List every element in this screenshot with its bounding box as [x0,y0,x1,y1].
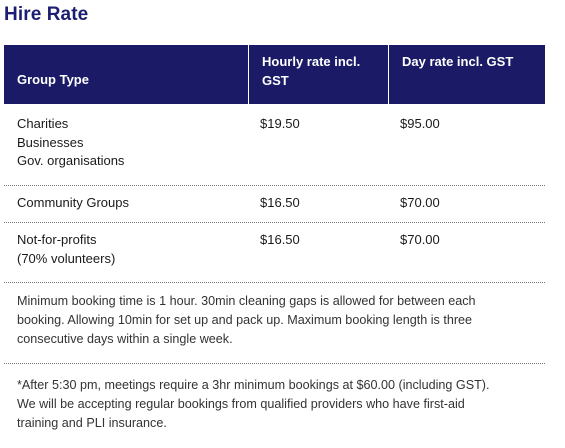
header-day-rate: Day rate incl. GST [388,45,545,104]
header-group-type: Group Type [17,72,89,87]
after-hours-note [4,364,545,447]
table-header-row [4,45,545,104]
group-type-line: Businesses [17,134,84,150]
header-hourly-line2: GST [262,73,289,88]
note-line: Minimum booking time is 1 hour. 30min cleaning gaps is allowed for between each [17,294,476,308]
group-type-line: Charities [17,116,69,131]
booking-note [4,283,545,364]
page-title: Hire Rate [4,4,89,25]
group-type-line: (70% volunteers) [17,250,116,266]
hourly-rate-cell: $16.50 [260,195,300,210]
group-type-line: Gov. organisations [17,153,125,168]
table-row [4,186,545,223]
note-line: training and PLI insurance. [17,416,167,430]
header-hourly-line1: Hourly rate incl. [262,54,361,69]
group-type-cell [4,115,248,185]
note-line: We will be accepting regular bookings from qualified providers who have first-aid [17,397,465,411]
table-row [4,223,545,283]
header-hourly-rate [248,45,388,104]
day-rate-cell: $95.00 [400,116,440,131]
group-type-line: Community Groups [17,195,129,210]
note-line: consecutive days within a single week. [17,332,233,346]
hourly-rate-cell: $19.50 [260,116,300,131]
day-rate-cell: $70.00 [400,195,440,210]
note-line: booking. Allowing 10min for set up and pack up. Maximum booking length is three [17,313,473,327]
group-type-line: Not-for-profits [17,232,97,247]
note-line: *After 5:30 pm, meetings require a 3hr minimum bookings at $60.00 (including GST). [17,378,490,392]
day-rate-cell: $70.00 [400,232,440,247]
hourly-rate-cell: $16.50 [260,232,300,247]
table-row [4,104,545,186]
group-type-cell [4,231,248,282]
group-type-cell [4,194,248,222]
hire-rate-table [4,45,545,447]
